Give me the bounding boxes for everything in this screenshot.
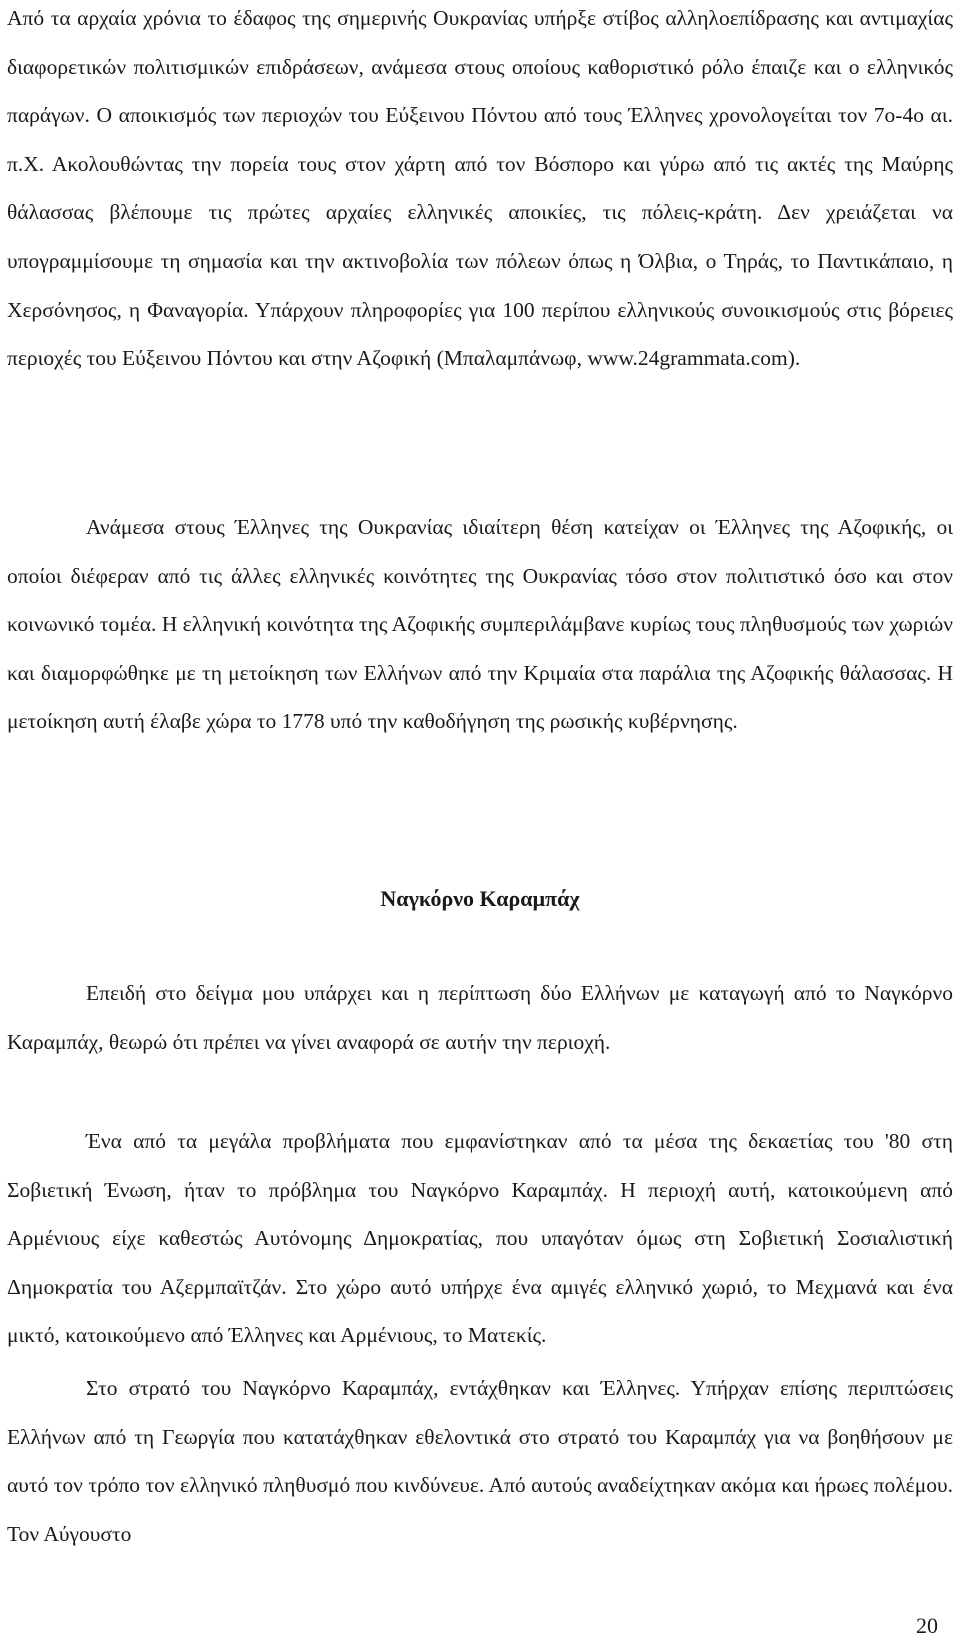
- section-heading: Ναγκόρνο Καραμπάχ: [380, 886, 580, 911]
- paragraph-sample-nagorno-karabakh: Επειδή στο δείγμα μου υπάρχει και η περίπτωση δύο Ελλήνων με καταγωγή από το Ναγκόρνο Καραμπάχ, θεωρώ ότι πρέπει να γίνει αναφορά σε αυτήν την περιοχή.: [7, 981, 953, 1054]
- paragraph-ukraine-greeks-history: Από τα αρχαία χρόνια το έδαφος της σημερινής Ουκρανίας υπήρξε στίβος αλληλοεπίδρασης και αντιμαχίας διαφορετικών πολιτισμικών επιδράσεων, ανάμεσα στους οποίους καθοριστικό ρόλο έπαιζε και ο ελληνικός παράγων. Ο αποικισμός των περιοχών του Εύξεινου Πόντου από τους Έλληνες χρονολογείται τον 7ο-4ο αι. π.Χ. Ακολουθώντας την πορεία τους στον χάρτη από τον Βόσπορο και γύρω από τις ακτές της Μαύρης θάλασσας βλέπουμε τις πρώτες αρχαίες ελληνικές αποικίες, τις πόλεις-κράτη. Δεν χρειάζεται να υπογραμμίσουμε τη σημασία και την ακτινοβολία των πόλεων όπως η Όλβια, ο Τηράς, το Παντικάπαιο, η Χερσόνησος, η Φαναγορία. Υπάρχουν πληροφορίες για 100 περίπου ελληνικούς συνοικισμούς στις βόρειες περιοχές του Εύξεινου Πόντου και στην Αζοφική (Μπαλαμπάνωφ, www.24grammata.com).: [7, 6, 953, 371]
- paragraph-azov-greeks: Ανάμεσα στους Έλληνες της Ουκρανίας ιδιαίτερη θέση κατείχαν οι Έλληνες της Αζοφικής, οι οποίοι διέφεραν από τις άλλες ελληνικές κοινότητες της Ουκρανίας τόσο στον πολιτιστικό όσο και στον κοινωνικό τομέα. Η ελληνική κοινότητα της Αζοφικής συμπεριλάμβανε κυρίως τους πληθυσμούς των χωριών και διαμορφώθηκε με τη μετοίκηση των Ελλήνων από την Κριμαία στα παράλια της Αζοφικής θάλασσας. Η μετοίκηση αυτή έλαβε χώρα το 1778 υπό την καθοδήγηση της ρωσικής κυβέρνησης.: [7, 515, 953, 734]
- paragraph-karabakh-army: Στο στρατό του Ναγκόρνο Καραμπάχ, εντάχθηκαν και Έλληνες. Υπήρχαν επίσης περιπτώσεις Ελλήνων από τη Γεωργία που κατατάχθηκαν εθελοντικά στο στρατό του Καραμπάχ για να βοηθήσουν με αυτό τον τρόπο τον ελληνικό πληθυσμό που κινδύνευε. Από αυτούς αναδείχτηκαν ακόμα και ήρωες πολέμου. Τον Αύγουστο: [7, 1376, 953, 1546]
- paragraph-karabakh-problem: Ένα από τα μεγάλα προβλήματα που εμφανίστηκαν από τα μέσα της δεκαετίας του '80 στη Σοβιετική Ένωση, ήταν το πρόβλημα του Ναγκόρνο Καραμπάχ. Η περιοχή αυτή, κατοικούμενη από Αρμένιους είχε καθεστώς Αυτόνομης Δημοκρατίας, που υπαγόταν όμως στη Σοβιετική Σοσιαλιστική Δημοκρατία του Αζερμπαϊτζάν. Στο χώρο αυτό υπήρχε ένα αμιγές ελληνικό χωριό, το Μεχμανά και ένα μικτό, κατοικούμενο από Έλληνες και Αρμένιους, το Ματεκίς.: [7, 1129, 953, 1348]
- page-number: 20: [916, 1613, 938, 1638]
